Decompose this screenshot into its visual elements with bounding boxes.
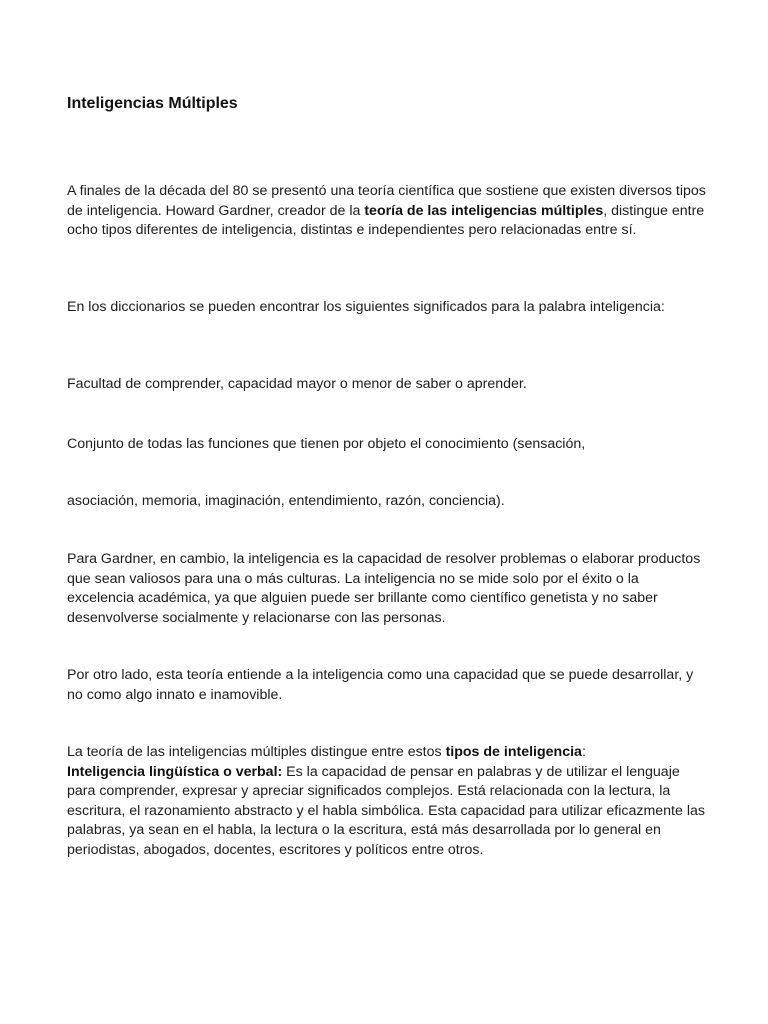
paragraph-types-colon: : — [581, 744, 586, 760]
paragraph-intro-text-start: A finales de la década del 80 se presentó una teoría científica que sostiene que existen diversos tipos de inteligencia. Howard Gardner, creador de la — [67, 183, 706, 219]
paragraph-intro-text-end: , distingue entre ocho tipos diferentes de inteligencia, distintas e independientes pero relacionadas entre sí. — [67, 202, 705, 238]
paragraph-gardner: Para Gardner, en cambio, la inteligencia es la capacidad de resolver problemas o elaborar productos que sean valiosos para una o más culturas. La inteligencia no se mide solo por el éxito o la excelencia académica, ya que alguien puede ser brillante como científico genetista y no saber desenvolverse socialmente y relacionarse con las personas. — [67, 551, 701, 626]
linguistic-intelligence-description: Es la capacidad de pensar en palabras y de utilizar el lenguaje para comprender, expresar y apreciar significados complejos. Está relacionada con la lectura, la escritura, el razonamiento abstracto y el habla simbólica. Esta capacidad para utilizar eficazmente las palabras, ya sean en el habla, la lectura o la escritura, está más desarrollada por lo general en periodistas, abogados, docentes, escritores y políticos entre otros. — [67, 763, 705, 858]
linguistic-intelligence-heading: Inteligencia lingüística o verbal: — [67, 763, 283, 780]
paragraph-intro — [67, 182, 707, 241]
paragraph-intro-bold-term: teoría de las inteligencias múltiples — [364, 202, 604, 219]
paragraph-definition-2b: asociación, memoria, imaginación, entendimiento, razón, conciencia). — [67, 493, 505, 509]
paragraph-types-intro: La teoría de las inteligencias múltiples distingue entre estos — [67, 744, 446, 760]
document-title: Inteligencias Múltiples — [67, 95, 238, 112]
paragraph-dictionary: En los diccionarios se pueden encontrar los siguientes significados para la palabra inteligencia: — [67, 299, 665, 315]
paragraph-development: Por otro lado, esta teoría entiende a la inteligencia como una capacidad que se puede desarrollar, y no como algo innato e inamovible. — [67, 667, 694, 703]
paragraph-types-bold-term: tipos de inteligencia — [445, 744, 582, 760]
paragraph-types — [67, 743, 707, 860]
paragraph-definition-2a: Conjunto de todas las funciones que tienen por objeto el conocimiento (sensación, — [67, 436, 586, 452]
paragraph-definition-1: Facultad de comprender, capacidad mayor o menor de saber o aprender. — [67, 376, 527, 392]
